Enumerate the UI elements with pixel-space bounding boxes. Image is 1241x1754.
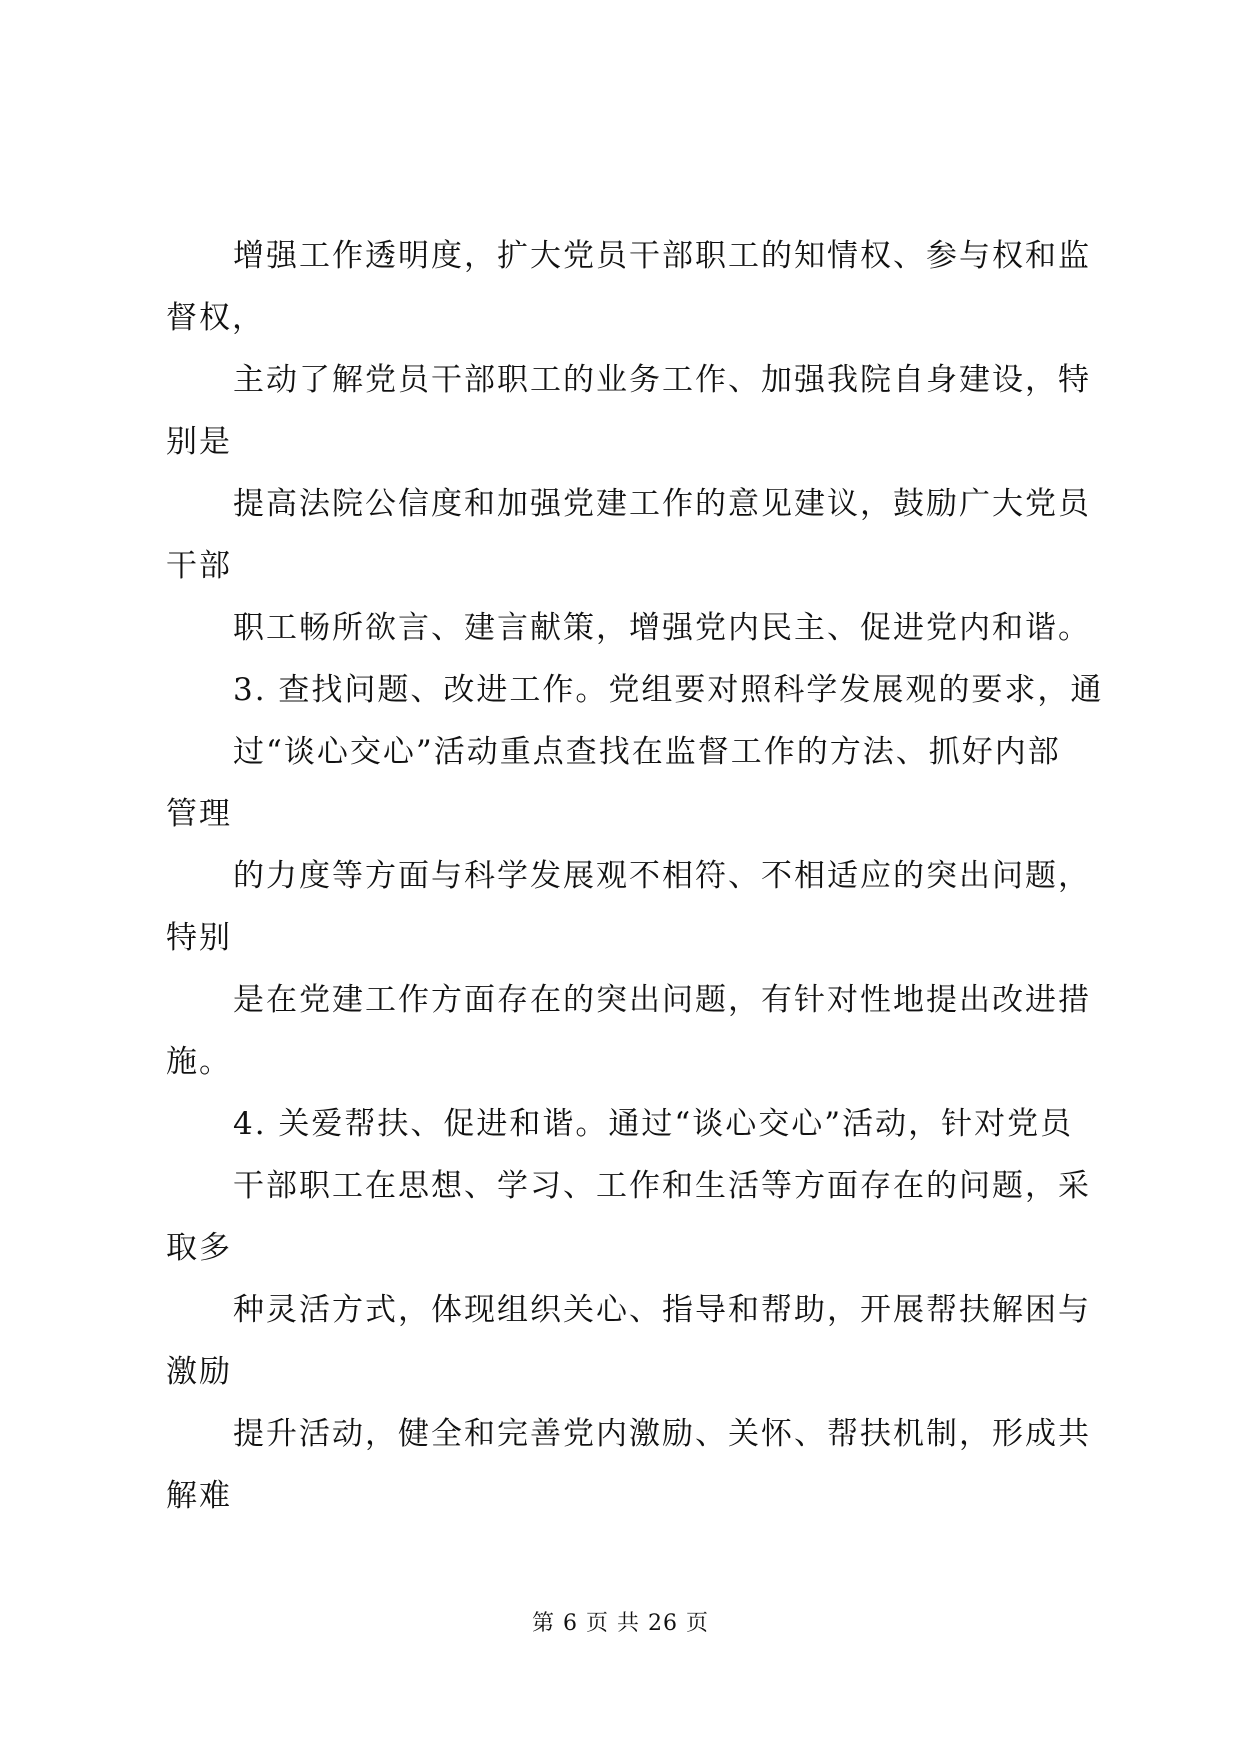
text-line: 管理 <box>166 796 232 832</box>
text-line: 是在党建工作方面存在的突出问题，有针对性地提出改进措 <box>233 982 1091 1018</box>
text-line: 职工畅所欲言、建言献策，增强党内民主、促进党内和谐。 <box>233 610 1091 646</box>
text-line: 3. 查找问题、改进工作。党组要对照科学发展观的要求，通 <box>233 672 1104 708</box>
text-line: 提升活动，健全和完善党内激励、关怀、帮扶机制，形成共 <box>233 1416 1091 1452</box>
text-line: 过“谈心交心”活动重点查找在监督工作的方法、抓好内部 <box>233 734 1061 770</box>
text-line: 干部职工在思想、学习、工作和生活等方面存在的问题，采 <box>233 1168 1091 1204</box>
text-line: 主动了解党员干部职工的业务工作、加强我院自身建设，特 <box>233 362 1091 398</box>
text-line: 督权， <box>166 300 265 336</box>
text-line: 施。 <box>166 1044 232 1080</box>
text-line: 的力度等方面与科学发展观不相符、不相适应的突出问题， <box>233 858 1091 894</box>
text-line: 特别 <box>166 920 232 956</box>
text-line: 解难 <box>166 1478 232 1514</box>
text-line: 提高法院公信度和加强党建工作的意见建议，鼓励广大党员 <box>233 486 1091 522</box>
text-line: 增强工作透明度，扩大党员干部职工的知情权、参与权和监 <box>233 238 1091 274</box>
text-line: 激励 <box>166 1354 232 1390</box>
text-line: 种灵活方式，体现组织关心、指导和帮助，开展帮扶解困与 <box>233 1292 1091 1328</box>
text-line: 别是 <box>166 424 232 460</box>
page-footer: 第 6 页 共 26 页 <box>532 1611 709 1636</box>
text-line: 干部 <box>166 548 232 584</box>
text-line: 取多 <box>166 1230 232 1266</box>
text-line: 4. 关爱帮扶、促进和谐。通过“谈心交心”活动，针对党员 <box>233 1106 1074 1142</box>
